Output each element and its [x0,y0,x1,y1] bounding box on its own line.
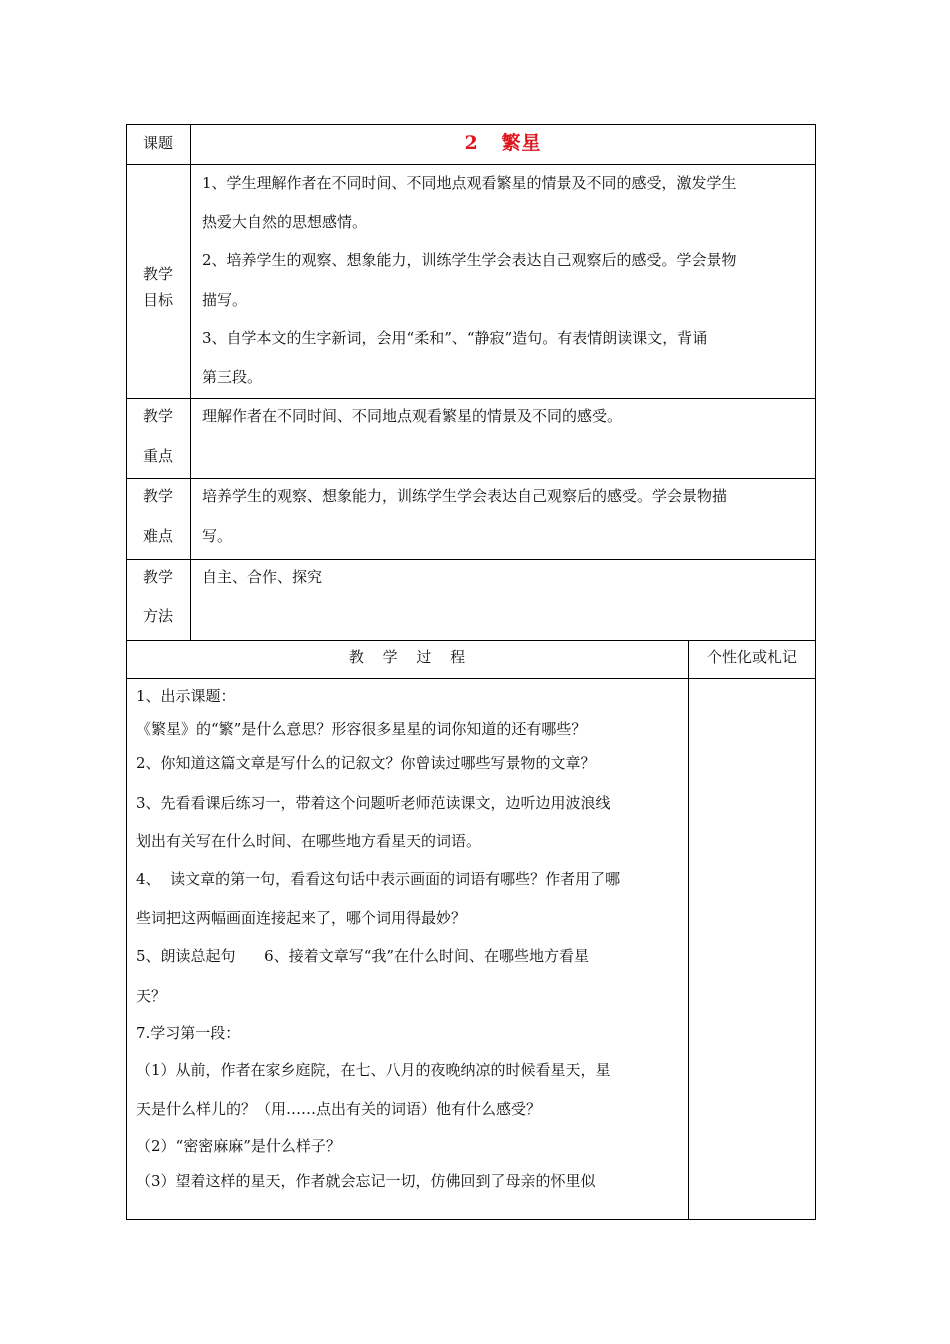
process-line: 3、先看看课后练习一，带着这个问题听老师范读课文，边听边用波浪线 [136,794,611,812]
process-header: 教 学 过 程 [348,648,466,666]
process-line: 1、出示课题： [136,687,236,705]
key-points-label-line2: 重点 [142,447,173,465]
title-label: 课题 [142,134,173,152]
row-divider [126,640,816,641]
process-line: 天？ [136,987,167,1005]
process-line: （1）从前，作者在家乡庭院，在七、八月的夜晚纳凉的时候看星天，星 [136,1061,611,1079]
process-line: 《繁星》的“繁”是什么意思？形容很多星星的词你知道的还有哪些？ [136,720,587,738]
process-line: 些词把这两幅画面连接起来了，哪个词用得最妙？ [136,909,467,927]
objectives-label-line2: 目标 [142,291,173,309]
difficulties-label-line2: 难点 [142,527,173,545]
difficulties-label-line1: 教学 [142,487,173,505]
process-line: 7.学习第一段： [136,1024,241,1042]
row-divider [126,559,816,560]
difficulties-line: 写。 [202,527,233,545]
row-divider [126,678,816,679]
lesson-title: 2 繁星 [464,132,542,154]
process-line: 天是什么样儿的？（用……点出有关的词语）他有什么感受？ [136,1100,542,1118]
row-divider [126,398,816,399]
row-divider [126,164,816,165]
key-points-label-line1: 教学 [142,407,173,425]
process-line: （3）望着这样的星天，作者就会忘记一切，仿佛回到了母亲的怀里似 [136,1172,596,1190]
objective-line: 第三段。 [202,368,263,386]
methods-text: 自主、合作、探究 [202,568,323,586]
process-line: 5、朗读总起句 6、接着文章写“我”在什么时间、在哪些地方看星 [136,947,590,965]
process-line: （2）“密密麻麻”是什么样子？ [136,1137,341,1155]
objective-line: 热爱大自然的思想感情。 [202,213,368,231]
process-line: 4、 读文章的第一句，看看这句话中表示画面的词语有哪些？作者用了哪 [136,870,621,888]
row-divider [126,478,816,479]
notes-column-divider [688,640,689,1220]
difficulties-line: 培养学生的观察、想象能力，训练学生学会表达自己观察后的感受。学会景物描 [202,487,728,505]
objective-line: 1、学生理解作者在不同时间、不同地点观看繁星的情景及不同的感受，激发学生 [202,174,737,192]
notes-header: 个性化或札记 [706,648,797,666]
objective-line: 3、自学本文的生字新词，会用“柔和”、“静寂”造句。有表情朗读课文，背诵 [202,329,708,347]
key-points-text: 理解作者在不同时间、不同地点观看繁星的情景及不同的感受。 [202,407,623,425]
process-line: 划出有关写在什么时间、在哪些地方看星天的词语。 [136,832,482,850]
objective-line: 描写。 [202,291,248,309]
objectives-label-line1: 教学 [142,265,173,283]
label-column-divider [190,124,191,640]
process-line: 2、你知道这篇文章是写什么的记叙文？你曾读过哪些写景物的文章？ [136,754,596,772]
objective-line: 2、培养学生的观察、想象能力，训练学生学会表达自己观察后的感受。学会景物 [202,251,737,269]
methods-label-line1: 教学 [142,568,173,586]
methods-label-line2: 方法 [142,607,173,625]
